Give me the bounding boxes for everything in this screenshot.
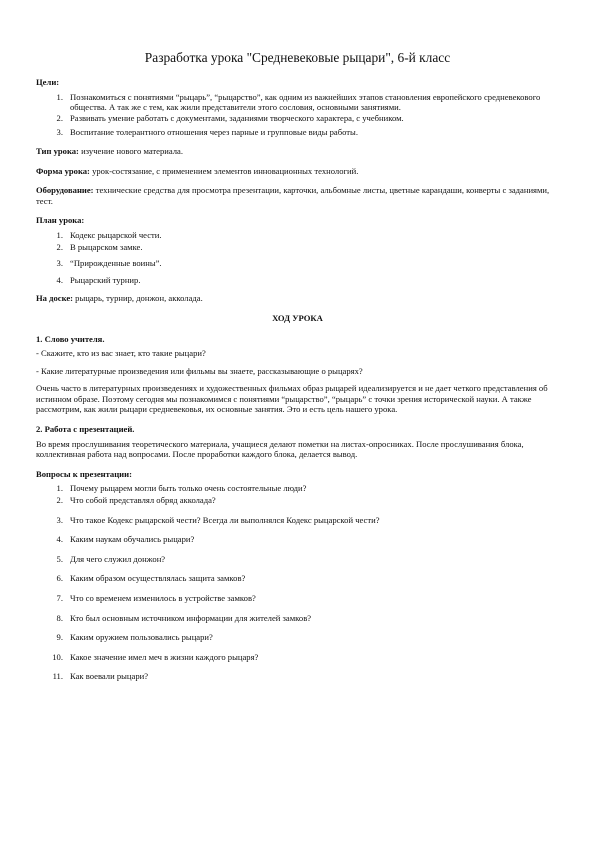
goal-text: Развивать умение работать с документами, заданиями творческого характера, с учебником.: [70, 112, 404, 123]
question-number: 10.: [52, 651, 63, 662]
plan-text: Кодекс рыцарской чести.: [70, 229, 162, 240]
question-item: [36, 534, 559, 545]
question-number: 2.: [56, 495, 63, 506]
plan-number: 4.: [56, 274, 63, 285]
question-number: 7.: [56, 593, 63, 603]
lesson-form-text: урок-состязание, с применением элементов инновационных технологий.: [89, 165, 359, 176]
board-text: рыцарь, турнир, донжон, акколада.: [73, 293, 203, 304]
goal-item: [36, 113, 559, 124]
question-item: [36, 515, 559, 526]
question-item: [36, 671, 559, 682]
section2-heading: 2. Работа с презентацией.: [36, 424, 135, 435]
document-title: Разработка урока "Средневековые рыцари", 6-й класс: [144, 50, 451, 65]
section2-text: Во время прослушивания теоретического материала, учащиеся делают пометки на листах-опросниках. После прослушивания блока, коллективная работа над вопросами. После проработки каждого блока, делается вывод.: [36, 438, 524, 460]
goals-heading: Цели:: [36, 77, 60, 87]
question-item: [36, 573, 559, 584]
question-number: 3.: [56, 514, 63, 525]
section1-text: Очень часто в литературных произведениях и художественных фильмах образ рыцарей идеализируется и не дает четкого представления об истинном образе. Поэтому сегодня мы познакомимся с понятиями “рыцарство”, “рыцарь” с точки зрения исторической науки. А также рассмотрим, как жили рыцари средневековья, их основные занятия. Это и есть цель нашего урока.: [36, 383, 548, 415]
goal-item: [36, 92, 559, 113]
question-item: [36, 593, 559, 604]
plan-item: [36, 242, 559, 253]
question-text: Почему рыцарем могли быть только очень состоятельные люди?: [70, 483, 307, 494]
equipment-text: технические средства для просмотра презентации, карточки, альбомные листы, цветные карандаши, конверты с заданиями, тест.: [36, 185, 550, 206]
plan-number: 2.: [56, 241, 63, 252]
plan-number: 3.: [56, 258, 63, 269]
plan-item: [36, 275, 559, 286]
goal-number: 2.: [56, 112, 63, 123]
question-text: Что такое Кодекс рыцарской чести? Всегда ли выполнялся Кодекс рыцарской чести?: [70, 514, 380, 525]
question-number: 9.: [56, 632, 63, 643]
lesson-type: [36, 146, 559, 157]
plan-text: В рыцарском замке.: [70, 241, 143, 252]
question-text: Каким наукам обучались рыцари?: [70, 534, 195, 545]
lesson-type-label: Тип урока:: [36, 145, 79, 156]
course-heading: ХОД УРОКА: [272, 312, 323, 323]
question-item: [36, 483, 559, 494]
question-text: Что со временем изменилось в устройстве замков?: [70, 593, 256, 603]
question-item: [36, 554, 559, 565]
plan-list: [36, 230, 559, 285]
question-number: 11.: [52, 671, 63, 682]
board: [36, 293, 559, 304]
lesson-type-text: изучение нового материала.: [78, 145, 184, 156]
goal-text: Воспитание толерантного отношения через парные и групповые виды работы.: [70, 127, 358, 138]
goal-number: 3.: [56, 127, 63, 138]
plan-text: “Прирожденные воины”.: [70, 258, 162, 269]
question-text: Какое значение имел меч в жизни каждого рыцаря?: [70, 651, 259, 662]
lesson-form: [36, 166, 559, 177]
question-item: [36, 652, 559, 663]
goal-item: [36, 127, 559, 138]
question-number: 6.: [56, 573, 63, 584]
plan-text: Рыцарский турнир.: [70, 274, 141, 285]
question-item: [36, 613, 559, 624]
questions-heading: Вопросы к презентации:: [36, 468, 132, 479]
equipment: [36, 185, 559, 206]
goal-text: Познакомиться с понятиями “рыцарь”, “рыцарство”, как одним из важнейших этапов становления европейского средневекового общества. А так же с тем, как жили представители этого сословия, основными занятиями.: [70, 91, 541, 113]
equipment-label: Оборудование:: [36, 185, 94, 196]
section1-question-1: - Скажите, кто из вас знает, кто такие рыцари?: [36, 348, 206, 359]
plan-item: [36, 258, 559, 269]
question-item: [36, 495, 559, 506]
section1-heading: 1. Слово учителя.: [36, 333, 105, 344]
plan-heading: План урока:: [36, 215, 85, 226]
question-text: Каким образом осуществлялась защита замков?: [70, 573, 246, 584]
section1-question-2: - Какие литературные произведения или фильмы вы знаете, рассказывающие о рыцарях?: [36, 365, 363, 376]
question-text: Для чего служил донжон?: [70, 553, 166, 564]
question-text: Кто был основным источником информации для жителей замков?: [70, 612, 312, 623]
question-text: Что собой представлял обряд акколада?: [70, 495, 216, 506]
questions-list: [36, 483, 559, 682]
lesson-form-label: Форма урока:: [36, 165, 90, 176]
board-label: На доске:: [36, 293, 74, 304]
question-text: Каким оружием пользовались рыцари?: [70, 632, 213, 643]
plan-item: [36, 230, 559, 241]
question-number: 1.: [56, 483, 63, 494]
question-number: 4.: [56, 534, 63, 545]
goals-list: [36, 92, 559, 138]
goal-number: 1.: [56, 91, 63, 102]
question-item: [36, 632, 559, 643]
question-text: Как воевали рыцари?: [70, 671, 149, 682]
plan-number: 1.: [56, 229, 63, 240]
question-number: 5.: [56, 553, 63, 564]
question-number: 8.: [56, 612, 63, 623]
